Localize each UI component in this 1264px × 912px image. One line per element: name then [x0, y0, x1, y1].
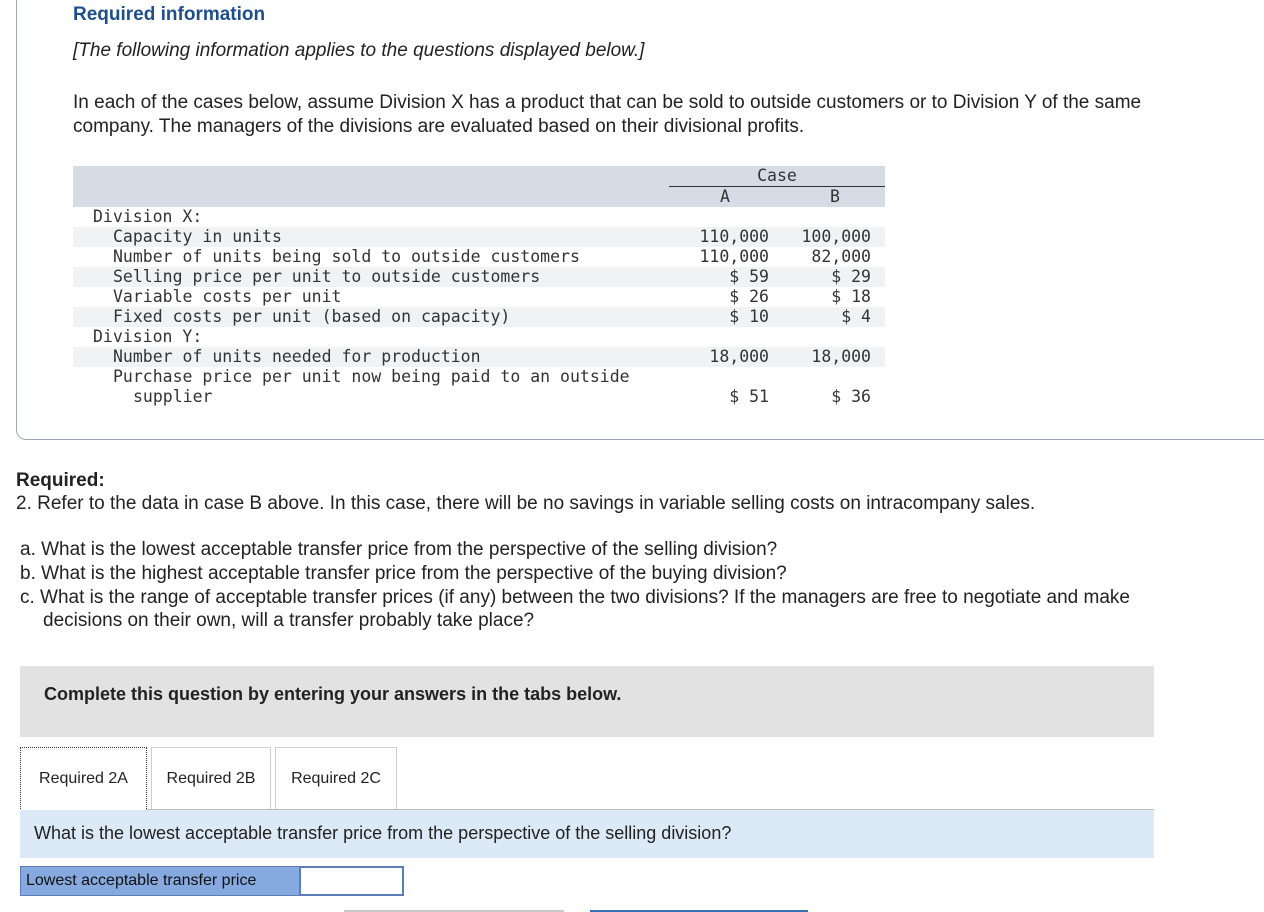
panel-question-text: What is the lowest acceptable transfer price from the perspective of the selling division?: [34, 823, 732, 843]
table-cell-b: $ 36: [831, 387, 871, 406]
table-cell-a: $ 26: [729, 287, 769, 306]
column-b-header: B: [830, 187, 840, 206]
table-cell-b: $ 4: [841, 307, 871, 326]
instructions-banner: [20, 666, 1154, 737]
division-x-heading: Division X:: [93, 207, 203, 226]
required-heading: Required:: [16, 470, 105, 491]
table-row-label: Number of units being sold to outside customers: [113, 247, 580, 266]
table-row-label: Selling price per unit to outside customers: [113, 267, 541, 286]
table-cell-b: $ 18: [831, 287, 871, 306]
division-data-table: [73, 166, 885, 410]
table-cell-a: 18,000: [709, 347, 769, 366]
intro-paragraph: In each of the cases below, assume Division X has a product that can be sold to outside customers or to Division Y of the same company. The managers of the divisions are evaluated based on their divisional profits.: [73, 92, 1142, 137]
table-cell-a: $ 51: [729, 387, 769, 406]
table-row-label: Purchase price per unit now being paid to an outside: [113, 367, 630, 386]
lowest-transfer-price-input[interactable]: [299, 866, 404, 896]
table-cell-b: $ 29: [831, 267, 871, 286]
tab-required-2a[interactable]: Required 2A: [20, 747, 147, 809]
required-item-2: 2. Refer to the data in case B above. In this case, there will be no savings in variable selling costs on intracompany sales.: [16, 493, 1036, 514]
answer-label: Lowest acceptable transfer price: [20, 866, 300, 896]
table-cell-a: $ 10: [729, 307, 769, 326]
question-b: b. What is the highest acceptable transfer price from the perspective of the buying division?: [20, 563, 787, 584]
column-a-header: A: [720, 187, 730, 206]
division-y-heading: Division Y:: [93, 327, 203, 346]
applies-note: [The following information applies to the questions displayed below.]: [73, 40, 645, 61]
table-cell-a: 110,000: [699, 227, 769, 246]
table-row-label: Variable costs per unit: [113, 287, 342, 306]
case-header: Case: [757, 166, 797, 185]
question-c-continued: decisions on their own, will a transfer probably take place?: [43, 610, 535, 631]
table-cell-b: 100,000: [801, 227, 871, 246]
table-row-label-continued: supplier: [133, 387, 213, 406]
table-row-label: Number of units needed for production: [113, 347, 481, 366]
question-a: a. What is the lowest acceptable transfer price from the perspective of the selling division?: [20, 539, 778, 560]
table-cell-a: $ 59: [729, 267, 769, 286]
table-cell-a: 110,000: [699, 247, 769, 266]
instructions-text: Complete this question by entering your answers in the tabs below.: [44, 684, 622, 704]
table-cell-b: 82,000: [811, 247, 871, 266]
table-cell-b: 18,000: [811, 347, 871, 366]
required-information-title: Required information: [73, 4, 266, 25]
question-c: c. What is the range of acceptable transfer prices (if any) between the two divisions? If the managers are free to negotiate and make: [20, 587, 1130, 608]
table-row-label: Fixed costs per unit (based on capacity): [113, 307, 511, 326]
question-panel: [20, 810, 1154, 858]
tab-required-2b[interactable]: Required 2B: [151, 747, 271, 809]
table-row-label: Capacity in units: [113, 227, 282, 246]
tab-required-2c[interactable]: Required 2C: [275, 747, 397, 809]
